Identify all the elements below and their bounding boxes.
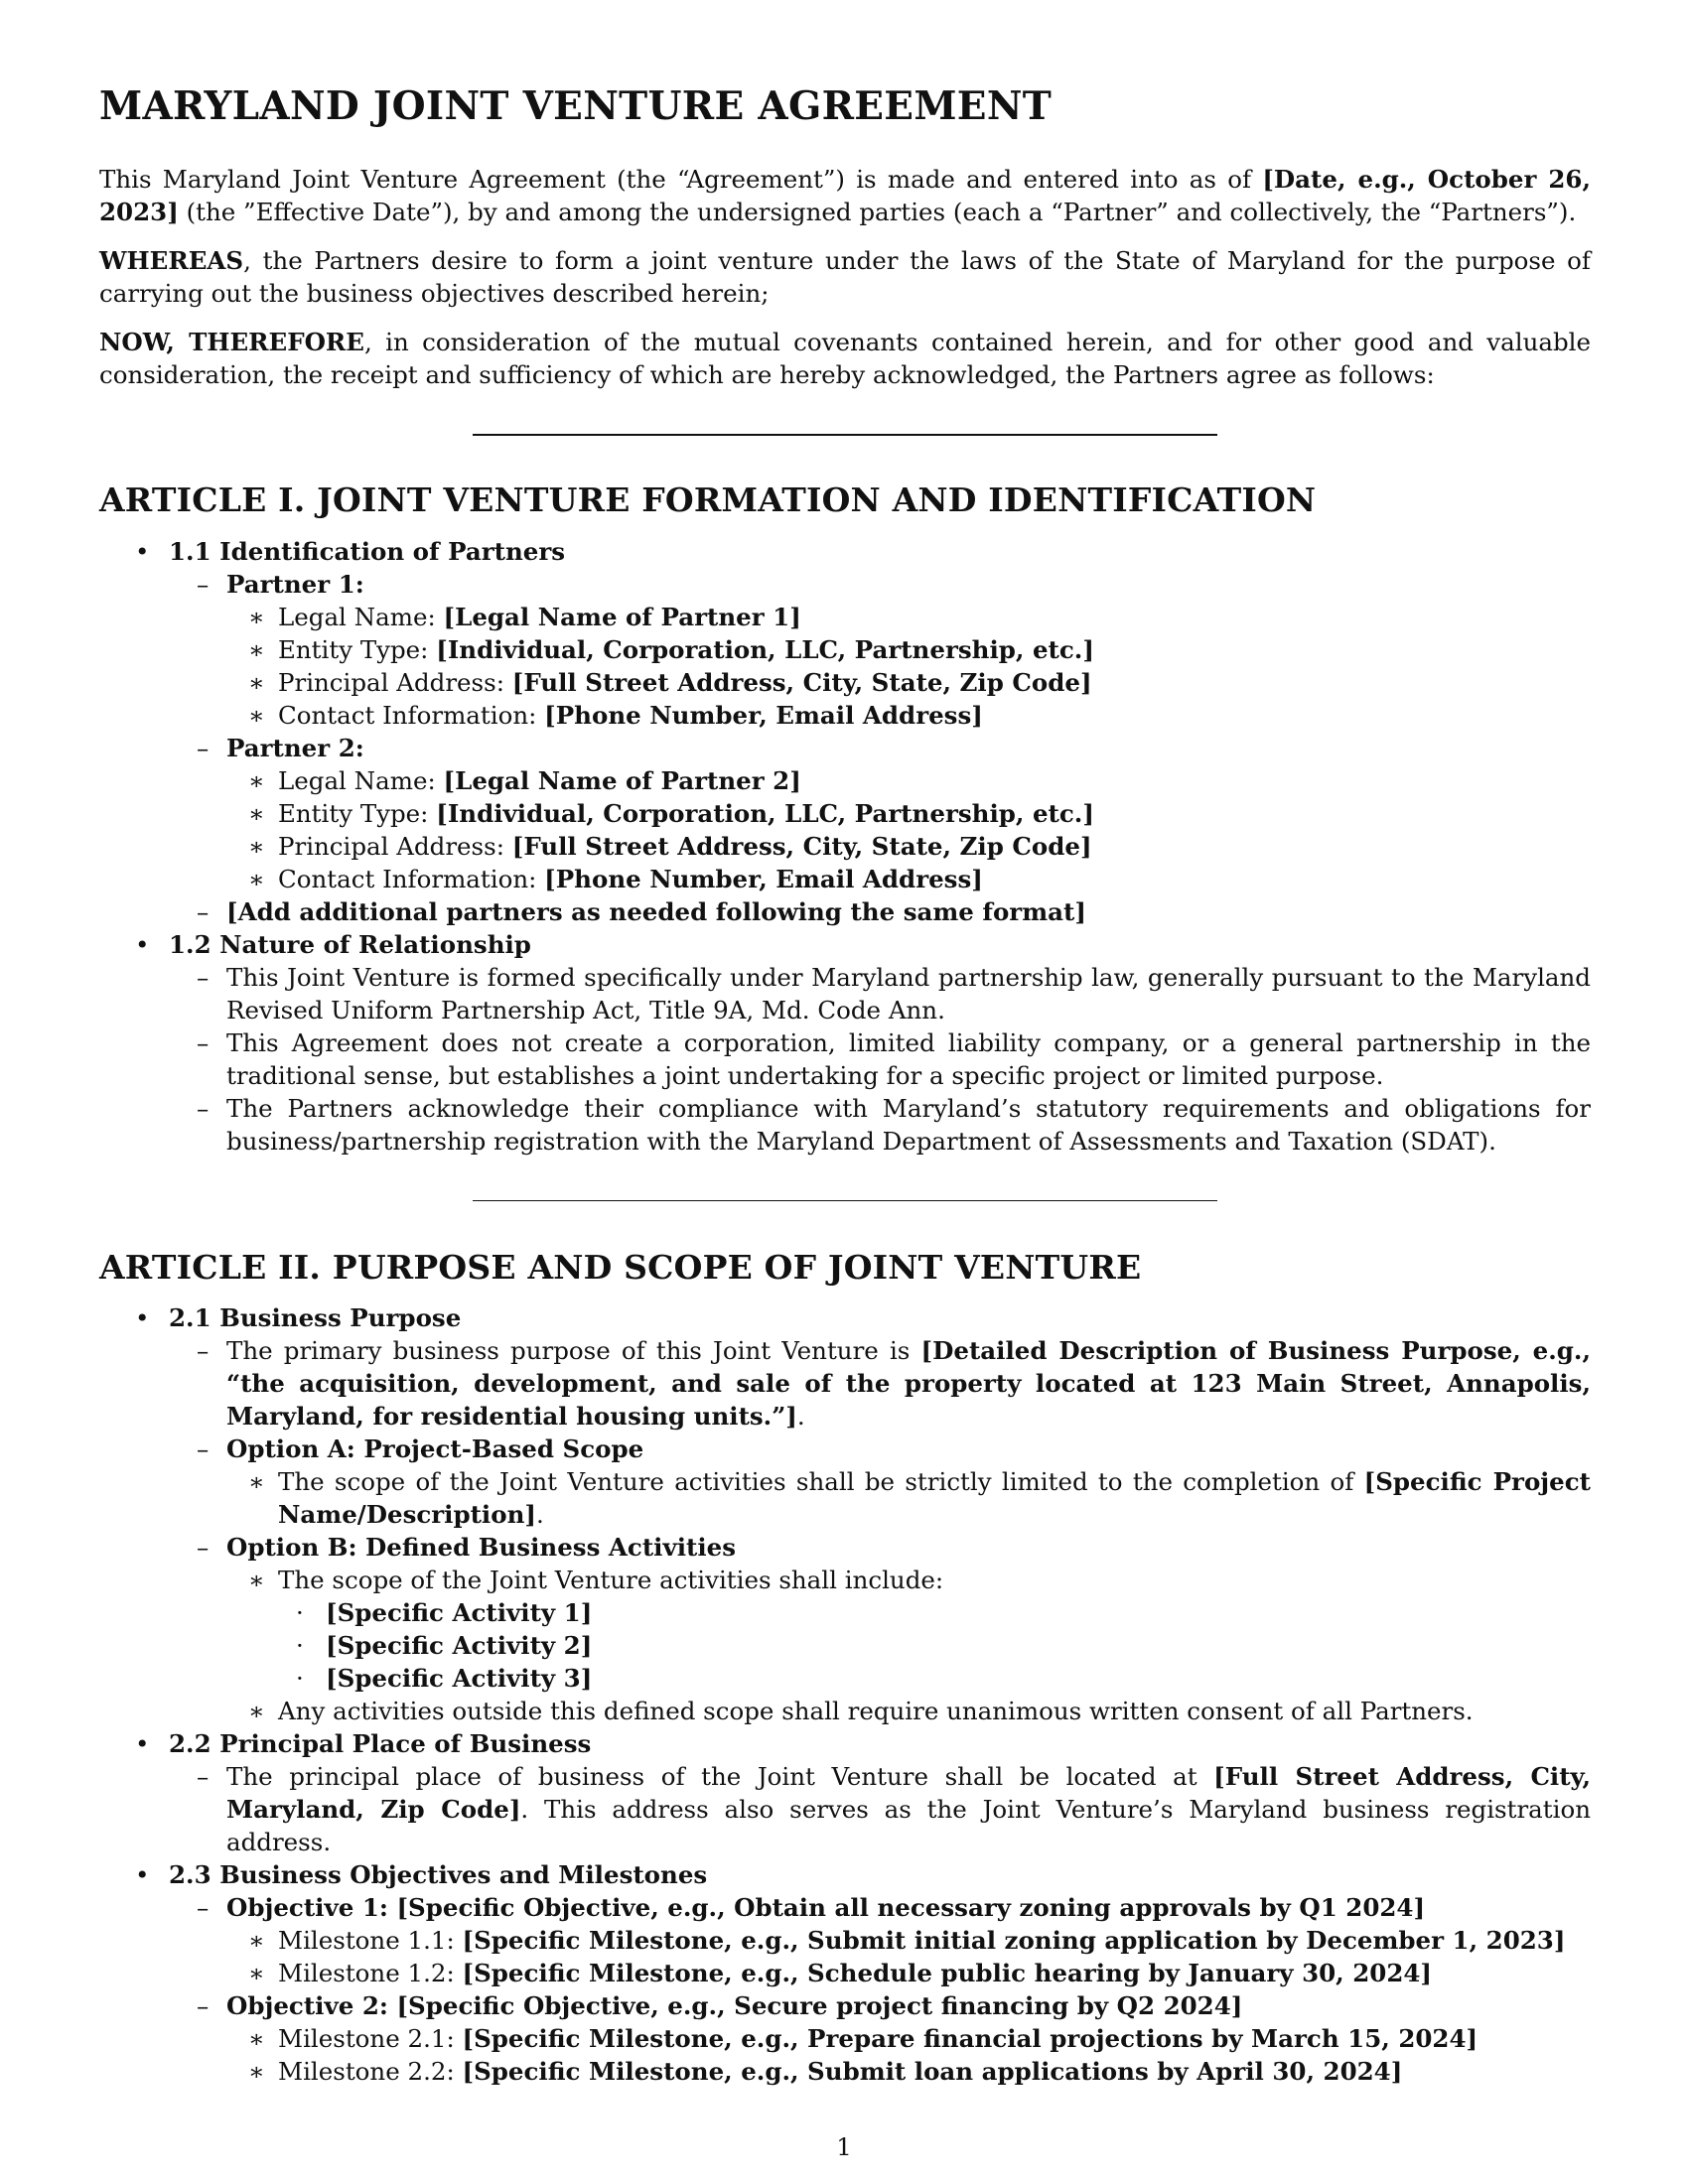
- relationship-clause: This Joint Venture is formed specifically under Maryland partnership law, generally pursuant to the Maryland Revised Uniform Partnership Act, Title 9A, Md. Code Ann.: [226, 963, 1591, 1024]
- intro-text-continued: (the ”Effective Date”), by and among the undersigned parties (each a “Partner” and collectively, the “Partners”).: [178, 198, 1577, 226]
- objective-placeholder: [Specific Objective, e.g., Obtain all necessary zoning approvals by Q1 2024]: [396, 1893, 1426, 1922]
- field-placeholder: [Full Street Address, City, State, Zip Code]: [511, 832, 1092, 861]
- list-item: [99, 1629, 1591, 1662]
- list-item: [99, 1695, 1591, 1727]
- asterisk-icon: ∗: [248, 1959, 265, 1987]
- milestone-label: Milestone 1.1:: [278, 1926, 463, 1955]
- section-1-2-heading: 1.2 Nature of Relationship: [169, 930, 531, 959]
- field-label: Principal Address:: [278, 832, 512, 861]
- purpose-end: .: [796, 1402, 805, 1431]
- asterisk-icon: ∗: [248, 603, 265, 631]
- list-item: [99, 1727, 1591, 1760]
- list-item: [99, 1662, 1591, 1695]
- effective-date-placeholder: [Date, e.g., October 26, 2023]: [99, 165, 1591, 226]
- option-a-placeholder: [Specific Project Name/Description]: [278, 1467, 1591, 1529]
- asterisk-icon: ∗: [248, 668, 265, 697]
- asterisk-icon: ∗: [248, 1697, 265, 1725]
- list-item: [99, 1924, 1591, 1957]
- field-label: Legal Name:: [278, 603, 444, 631]
- bullet-icon: •: [135, 930, 150, 959]
- milestone-placeholder: [Specific Milestone, e.g., Submit loan applications by April 30, 2024]: [462, 2057, 1403, 2086]
- list-item: [99, 666, 1591, 699]
- activity-placeholder: [Specific Activity 1]: [326, 1598, 593, 1627]
- bullet-icon: •: [135, 537, 150, 566]
- list-item: [99, 1760, 1591, 1858]
- dash-icon: –: [197, 1094, 210, 1123]
- objective-label: Objective 1:: [226, 1893, 397, 1922]
- list-item: [99, 535, 1591, 568]
- partner-2-heading: Partner 2:: [226, 734, 364, 762]
- now-therefore-paragraph: [99, 326, 1591, 391]
- article-2-heading: ARTICLE II. PURPOSE AND SCOPE OF JOINT VENTURE: [99, 1248, 1142, 1287]
- list-item: [99, 830, 1591, 863]
- milestone-label: Milestone 1.2:: [278, 1959, 463, 1987]
- list-item: [99, 1465, 1591, 1531]
- dash-icon: –: [197, 1028, 210, 1057]
- article-2-list: [99, 1301, 1591, 2088]
- option-b-outro: Any activities outside this defined scope shall require unanimous written consent of all Partners.: [278, 1697, 1474, 1725]
- list-item: [99, 633, 1591, 666]
- page-number: 1: [836, 2132, 852, 2161]
- whereas-label: WHEREAS: [99, 246, 244, 275]
- list-item: [99, 961, 1591, 1026]
- now-therefore-label: NOW, THEREFORE: [99, 328, 364, 356]
- asterisk-icon: ∗: [248, 1467, 265, 1496]
- dot-icon: ·: [296, 1598, 304, 1627]
- asterisk-icon: ∗: [248, 635, 265, 664]
- add-partners-note: [Add additional partners as needed following the same format]: [226, 897, 1086, 926]
- list-item: [99, 928, 1591, 961]
- section-divider: [473, 1200, 1217, 1201]
- relationship-clause: This Agreement does not create a corporation, limited liability company, or a general partnership in the traditional sense, but establishes a joint undertaking for a specific project or limited purpose.: [226, 1028, 1591, 1090]
- field-label: Contact Information:: [278, 701, 545, 730]
- list-item: [99, 601, 1591, 633]
- dash-icon: –: [197, 1991, 210, 2020]
- asterisk-icon: ∗: [248, 2024, 265, 2053]
- list-item: [99, 1858, 1591, 1891]
- list-item: [99, 1596, 1591, 1629]
- dash-icon: –: [197, 963, 210, 992]
- dot-icon: ·: [296, 1664, 304, 1693]
- asterisk-icon: ∗: [248, 766, 265, 795]
- document-title: MARYLAND JOINT VENTURE AGREEMENT: [99, 83, 1053, 129]
- whereas-text: , the Partners desire to form a joint venture under the laws of the State of Maryland for the purpose of carrying out the business objectives described herein;: [99, 246, 1591, 308]
- dash-icon: –: [197, 897, 210, 926]
- milestone-placeholder: [Specific Milestone, e.g., Schedule public hearing by January 30, 2024]: [462, 1959, 1433, 1987]
- field-label: Entity Type:: [278, 635, 437, 664]
- partner-1-heading: Partner 1:: [226, 570, 364, 599]
- list-item: [99, 732, 1591, 764]
- field-placeholder: [Phone Number, Email Address]: [544, 865, 983, 893]
- dash-icon: –: [197, 1533, 210, 1562]
- intro-text: This Maryland Joint Venture Agreement (the “Agreement”) is made and entered into as of: [99, 165, 1263, 194]
- activity-placeholder: [Specific Activity 2]: [326, 1631, 593, 1660]
- field-label: Legal Name:: [278, 766, 444, 795]
- list-item: [99, 1531, 1591, 1564]
- section-2-1-heading: 2.1 Business Purpose: [169, 1303, 462, 1332]
- field-label: Contact Information:: [278, 865, 545, 893]
- place-text: The principal place of business of the Joint Venture shall be located at: [226, 1762, 1214, 1791]
- field-label: Entity Type:: [278, 799, 437, 828]
- asterisk-icon: ∗: [248, 701, 265, 730]
- purpose-placeholder: [Detailed Description of Business Purpose, e.g., “the acquisition, development, and sale of the property located at 123 Main Street, Annapolis, Maryland, for residential housing units.”]: [226, 1336, 1591, 1431]
- field-placeholder: [Individual, Corporation, LLC, Partnership, etc.]: [436, 799, 1094, 828]
- asterisk-icon: ∗: [248, 2057, 265, 2086]
- bullet-icon: •: [135, 1303, 150, 1332]
- field-placeholder: [Full Street Address, City, State, Zip Code]: [511, 668, 1092, 697]
- field-label: Principal Address:: [278, 668, 512, 697]
- relationship-clause: The Partners acknowledge their compliance with Maryland’s statutory requirements and obligations for business/partnership registration with the Maryland Department of Assessments and Taxation (SDAT).: [226, 1094, 1591, 1156]
- now-therefore-text: , in consideration of the mutual covenants contained herein, and for other good and valuable consideration, the receipt and sufficiency of which are hereby acknowledged, the Partners agree as follows:: [99, 328, 1591, 389]
- activity-placeholder: [Specific Activity 3]: [326, 1664, 593, 1693]
- field-placeholder: [Phone Number, Email Address]: [544, 701, 983, 730]
- list-item: [99, 568, 1591, 601]
- dot-icon: ·: [296, 1631, 304, 1660]
- list-item: [99, 863, 1591, 895]
- section-2-2-heading: 2.2 Principal Place of Business: [169, 1729, 592, 1758]
- field-placeholder: [Legal Name of Partner 1]: [443, 603, 801, 631]
- asterisk-icon: ∗: [248, 865, 265, 893]
- dash-icon: –: [197, 1893, 210, 1922]
- bullet-icon: •: [135, 1729, 150, 1758]
- list-item: [99, 1301, 1591, 1334]
- list-item: [99, 699, 1591, 732]
- milestone-placeholder: [Specific Milestone, e.g., Submit initial zoning application by December 1, 2023]: [462, 1926, 1566, 1955]
- intro-paragraph: [99, 163, 1591, 228]
- objective-placeholder: [Specific Objective, e.g., Secure project financing by Q2 2024]: [396, 1991, 1243, 2020]
- dash-icon: –: [197, 734, 210, 762]
- document-page: [99, 0, 1591, 2184]
- section-1-1-heading: 1.1 Identification of Partners: [169, 537, 566, 566]
- milestone-label: Milestone 2.1:: [278, 2024, 463, 2053]
- article-1-heading: ARTICLE I. JOINT VENTURE FORMATION AND IDENTIFICATION: [99, 480, 1317, 519]
- list-item: [99, 1026, 1591, 1092]
- list-item: [99, 1092, 1591, 1158]
- whereas-paragraph: [99, 244, 1591, 310]
- option-a-heading: Option A: Project-Based Scope: [226, 1434, 644, 1463]
- asterisk-icon: ∗: [248, 1926, 265, 1955]
- list-item: [99, 1433, 1591, 1465]
- field-placeholder: [Legal Name of Partner 2]: [443, 766, 801, 795]
- list-item: [99, 1957, 1591, 1989]
- purpose-text: The primary business purpose of this Joint Venture is: [226, 1336, 921, 1365]
- bullet-icon: •: [135, 1860, 150, 1889]
- list-item: [99, 1334, 1591, 1433]
- asterisk-icon: ∗: [248, 799, 265, 828]
- option-a-end: .: [536, 1500, 544, 1529]
- milestone-placeholder: [Specific Milestone, e.g., Prepare financial projections by March 15, 2024]: [462, 2024, 1478, 2053]
- asterisk-icon: ∗: [248, 1566, 265, 1594]
- dash-icon: –: [197, 1336, 210, 1365]
- list-item: [99, 797, 1591, 830]
- asterisk-icon: ∗: [248, 832, 265, 861]
- dash-icon: –: [197, 570, 210, 599]
- list-item: [99, 2055, 1591, 2088]
- section-divider: [473, 434, 1217, 436]
- dash-icon: –: [197, 1762, 210, 1791]
- option-b-intro: The scope of the Joint Venture activities shall include:: [278, 1566, 944, 1594]
- place-end: . This address also serves as the Joint Venture’s Maryland business registration address.: [226, 1795, 1591, 1856]
- field-placeholder: [Individual, Corporation, LLC, Partnership, etc.]: [436, 635, 1094, 664]
- article-1-list: [99, 535, 1591, 1158]
- list-item: [99, 1564, 1591, 1596]
- option-a-text: The scope of the Joint Venture activities shall be strictly limited to the completion of: [278, 1467, 1364, 1496]
- list-item: [99, 1891, 1591, 1924]
- option-b-heading: Option B: Defined Business Activities: [226, 1533, 737, 1562]
- place-placeholder: [Full Street Address, City, Maryland, Zip Code]: [226, 1762, 1591, 1824]
- list-item: [99, 1989, 1591, 2022]
- dash-icon: –: [197, 1434, 210, 1463]
- milestone-label: Milestone 2.2:: [278, 2057, 463, 2086]
- objective-label: Objective 2:: [226, 1991, 397, 2020]
- list-item: [99, 2022, 1591, 2055]
- list-item: [99, 895, 1591, 928]
- section-2-3-heading: 2.3 Business Objectives and Milestones: [169, 1860, 708, 1889]
- list-item: [99, 764, 1591, 797]
